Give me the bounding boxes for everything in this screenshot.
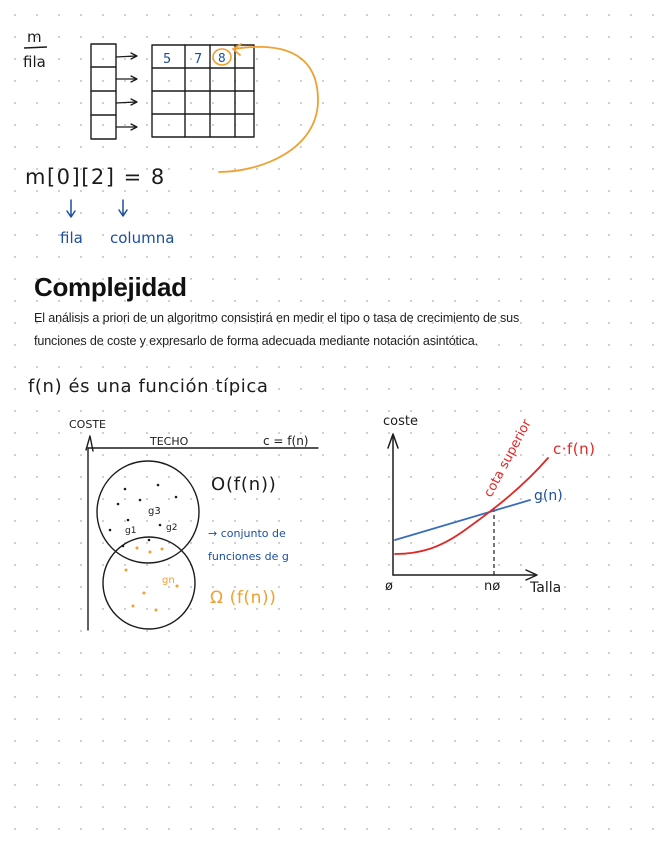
set-note-line2: funciones de g [208, 550, 289, 563]
upper-curve-label: c·f(n) [553, 440, 596, 458]
n0-label: nø [484, 579, 501, 594]
g2-label: g2 [166, 523, 178, 533]
row-pointer-column [91, 44, 116, 139]
access-expression: m[0][2] = 8 [25, 165, 166, 189]
upper-bound-curve [395, 458, 548, 554]
omega-circle [103, 537, 195, 629]
matrix-cell-0-1: 7 [194, 52, 203, 67]
cota-superior-label: cota superior [481, 417, 535, 500]
omega-label: Ω (f(n)) [210, 588, 277, 608]
ceiling-formula: c = f(n) [263, 434, 309, 448]
section-heading: Complejidad [34, 272, 187, 302]
typical-function-note: f(n) és una función típica [28, 376, 269, 397]
growth-origin-label: ø [385, 579, 393, 594]
growth-y-label: coste [383, 414, 418, 429]
matrix-cell-0-2: 8 [218, 51, 226, 65]
fraction-top: m [27, 28, 42, 46]
set-note-line1: → conjunto de [208, 527, 286, 540]
label-fila: fila [60, 229, 83, 247]
fraction-bottom: fila [23, 53, 46, 71]
gn-label: gn [162, 575, 175, 586]
section-paragraph [34, 307, 624, 353]
ceiling-label: TECHO [150, 435, 189, 448]
blue-down-arrows [67, 200, 127, 217]
growth-x-label: Talla [530, 580, 562, 596]
row-pointer-arrows [116, 53, 137, 130]
orange-connector [219, 47, 318, 172]
paragraph-line-2: funciones de coste y expresarlo de forma adecuada mediante notación asintótica. [34, 334, 478, 348]
big-o-label: O(f(n)) [211, 474, 277, 495]
g3-label: g3 [148, 506, 161, 517]
fraction-bar [24, 47, 47, 48]
paragraph-line-1: El análisis a priori de un algoritmo consistirá en medir el tipo o tasa de crecimiento de sus [34, 311, 520, 325]
venn-y-axis-label: COSTE [69, 418, 106, 431]
label-columna: columna [110, 229, 175, 247]
g-curve-label: g(n) [534, 488, 563, 504]
g-curve [395, 500, 530, 540]
matrix-cell-0-0: 5 [163, 52, 172, 67]
g1-label: g1 [125, 526, 137, 536]
